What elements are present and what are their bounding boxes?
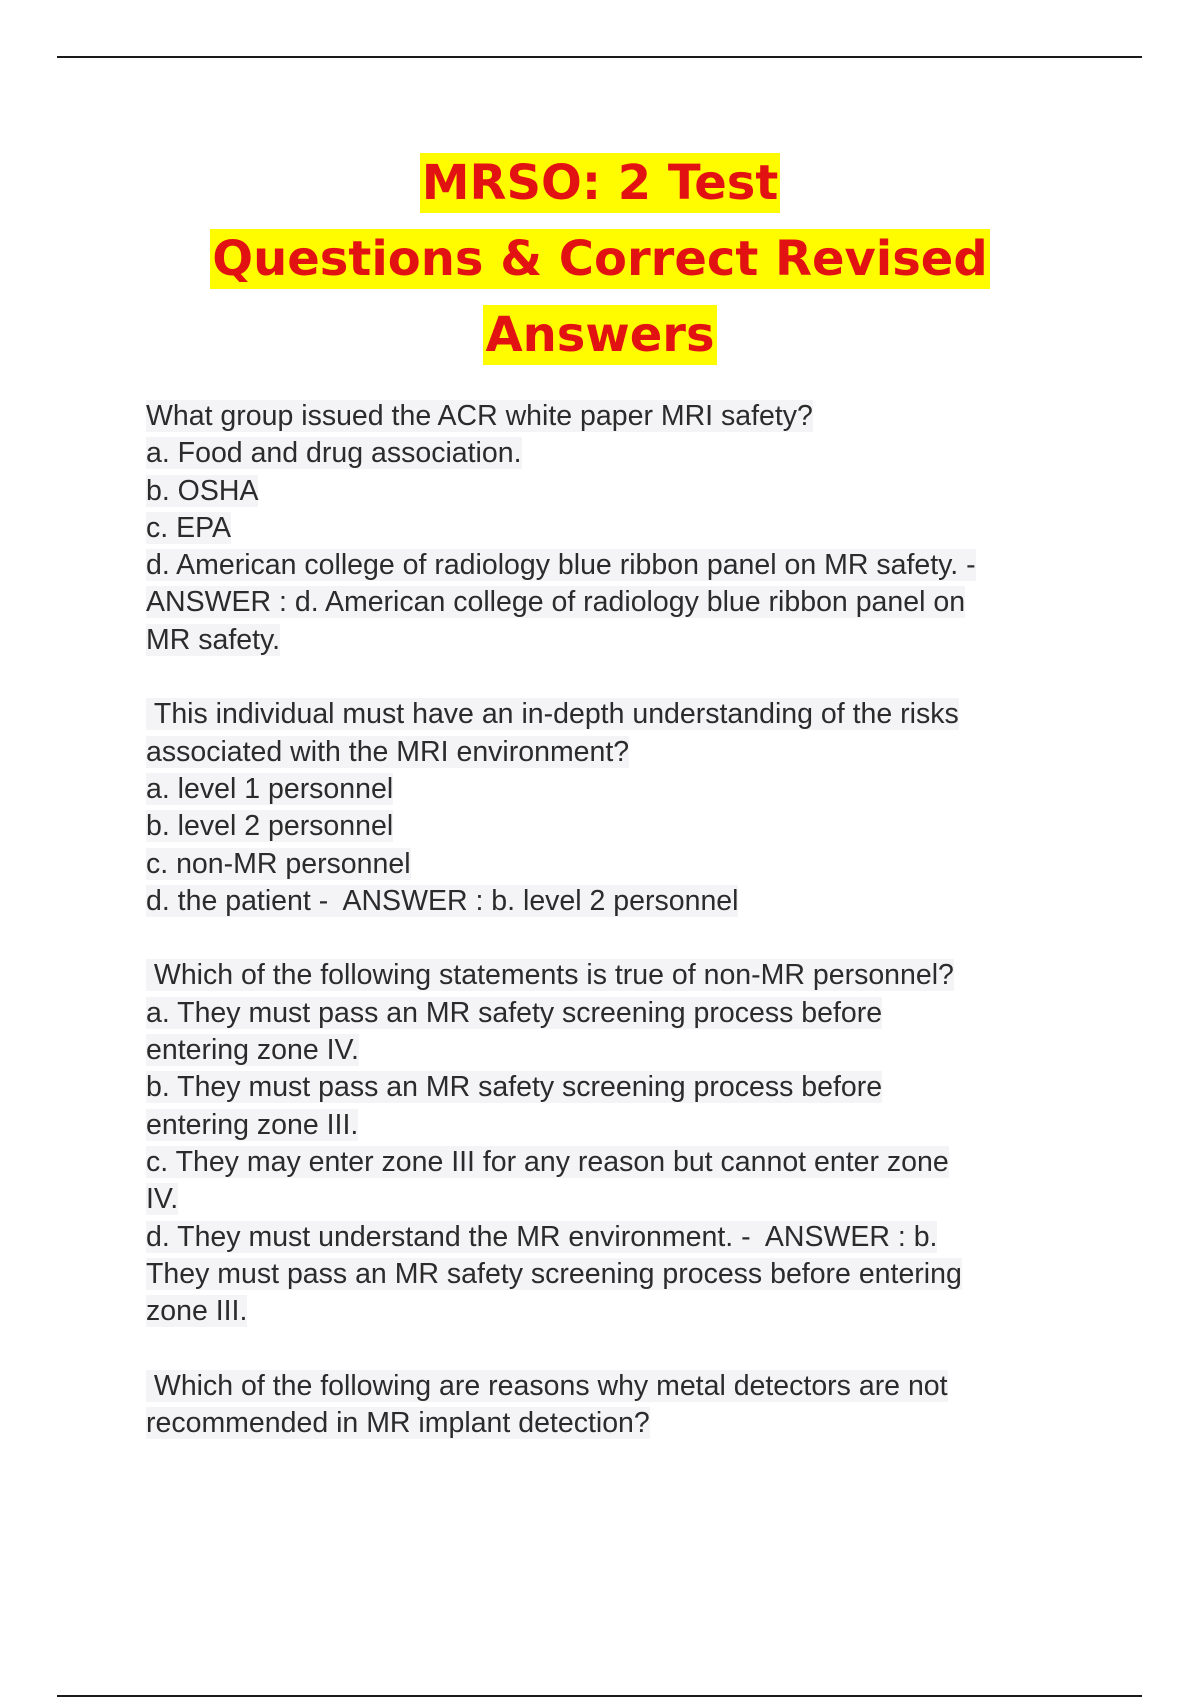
answer-option: a. They must pass an MR safety screening process before — [146, 996, 883, 1029]
answer-option: entering zone IV. — [146, 1034, 359, 1067]
document-title — [0, 146, 1200, 374]
answer-option: IV. — [146, 1183, 179, 1216]
answer-key: ANSWER : d. American college of radiology blue ribbon panel on — [146, 586, 966, 619]
question-line: associated with the MRI environment? — [146, 735, 630, 768]
answer-option: d. They must understand the MR environment. - ANSWER : b. — [146, 1220, 938, 1253]
answer-option: b. OSHA — [146, 474, 259, 507]
answer-option: a. Food and drug association. — [146, 437, 522, 470]
title-line-2: Questions & Correct Revised — [212, 231, 988, 287]
answer-option: a. level 1 personnel — [146, 772, 394, 805]
header-rule — [57, 56, 1142, 58]
title-line-1: MRSO: 2 Test — [421, 155, 779, 211]
answer-key: zone III. — [146, 1295, 248, 1328]
answer-option: c. non-MR personnel — [146, 847, 411, 880]
question-line: This individual must have an in-depth understanding of the risks — [146, 698, 959, 731]
question-1 — [146, 398, 1086, 659]
answer-key: MR safety. — [146, 623, 281, 656]
title-line-3: Answers — [485, 307, 715, 363]
footer-rule — [57, 1695, 1142, 1697]
answer-option: d. American college of radiology blue ribbon panel on MR safety. - — [146, 549, 976, 582]
question-line: recommended in MR implant detection? — [146, 1407, 650, 1440]
answer-option: entering zone III. — [146, 1108, 359, 1141]
answer-option: b. They must pass an MR safety screening process before — [146, 1071, 883, 1104]
question-list — [146, 398, 1086, 1480]
answer-option: b. level 2 personnel — [146, 810, 394, 843]
answer-key: They must pass an MR safety screening process before entering — [146, 1257, 962, 1290]
answer-key: d. the patient - ANSWER : b. level 2 personnel — [146, 884, 739, 917]
question-4 — [146, 1368, 1086, 1443]
answer-option: c. They may enter zone III for any reason but cannot enter zone — [146, 1145, 949, 1178]
question-3 — [146, 957, 1086, 1330]
question-line: Which of the following statements is true of non-MR personnel? — [146, 959, 954, 992]
question-line: What group issued the ACR white paper MRI safety? — [146, 400, 813, 432]
answer-option: c. EPA — [146, 511, 231, 544]
question-2 — [146, 696, 1086, 920]
question-line: Which of the following are reasons why metal detectors are not — [146, 1369, 948, 1402]
